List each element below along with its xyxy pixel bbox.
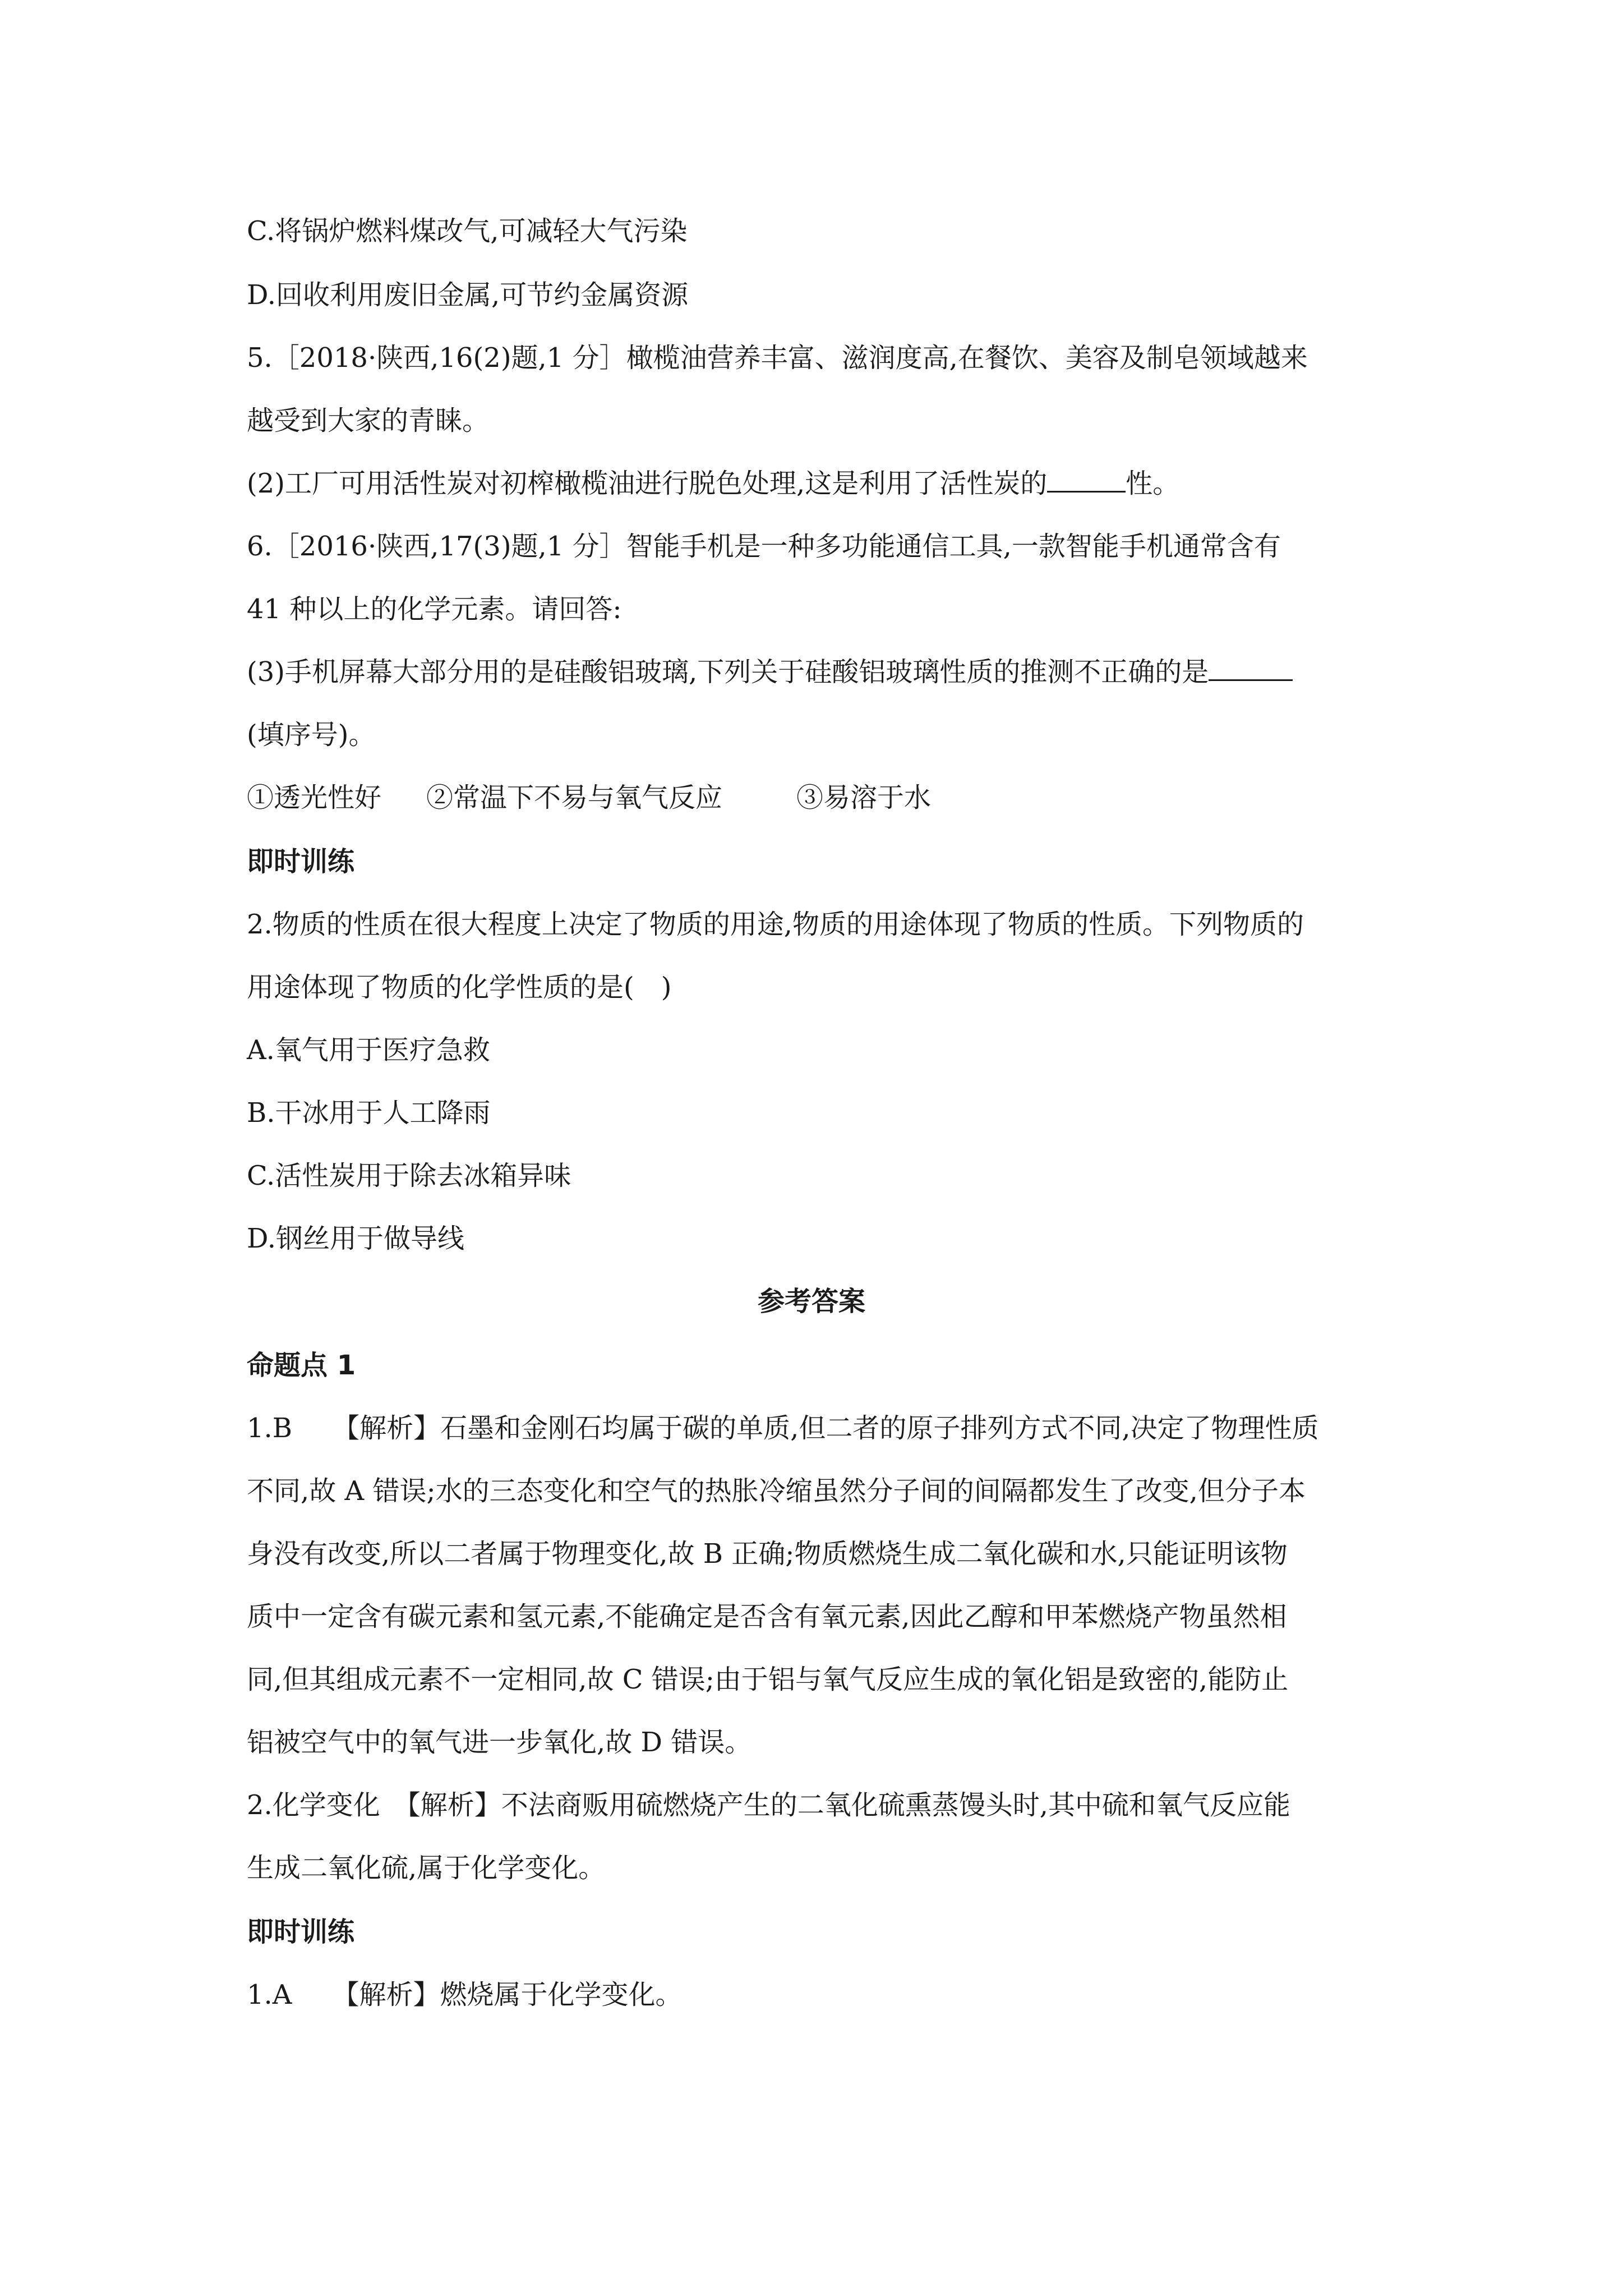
q5-subquestion-text: (2)工厂可用活性炭对初榨橄榄油进行脱色处理,这是利用了活性炭的 bbox=[247, 468, 1048, 499]
answer-blank bbox=[1047, 486, 1126, 493]
p2-stem-line-2: 用途体现了物质的化学性质的是( ) bbox=[247, 972, 672, 1003]
answer-2-line-2: 生成二氧化硫,属于化学变化。 bbox=[247, 1852, 606, 1884]
q6-subquestion-text: (3)手机屏幕大部分用的是硅酸铝玻璃,下列关于硅酸铝玻璃性质的推测不正确的是 bbox=[247, 656, 1209, 688]
answers-title: 参考答案 bbox=[757, 1286, 865, 1317]
answer-1-line-6: 铝被空气中的氧气进一步氧化,故 D 错误。 bbox=[247, 1727, 752, 1758]
q6-option-2: ②常温下不易与氧气反应 bbox=[426, 782, 723, 813]
p2-stem-line-1: 2.物质的性质在很大程度上决定了物质的用途,物质的用途体现了物质的性质。下列物质的 bbox=[247, 909, 1304, 940]
answer-1-line-2: 不同,故 A 错误;水的三态变化和空气的热胀冷缩虽然分子间的间隔都发生了改变,但分子本 bbox=[247, 1475, 1306, 1507]
q4-option-d: D.回收利用废旧金属,可节约金属资源 bbox=[247, 279, 689, 311]
q5-stem-line-2: 越受到大家的青睐。 bbox=[247, 405, 490, 436]
answer-blank bbox=[1209, 675, 1293, 681]
q5-subquestion bbox=[247, 467, 1396, 500]
q5-subquestion-suffix: 性。 bbox=[1126, 468, 1180, 499]
q5-stem-line-1: 5.［2018·陕西,16(2)题,1 分］橄榄油营养丰富、滋润度高,在餐饮、美容及制皂领域越来 bbox=[247, 342, 1308, 374]
q4-option-c: C.将锅炉燃料煤改气,可减轻大气污染 bbox=[247, 215, 688, 247]
answer-1-line-4: 质中一定含有碳元素和氢元素,不能确定是否含有氧元素,因此乙醇和甲苯燃烧产物虽然相 bbox=[247, 1601, 1287, 1632]
answer-1-line-3: 身没有改变,所以二者属于物理变化,故 B 正确;物质燃烧生成二氧化碳和水,只能证明该物 bbox=[247, 1538, 1288, 1570]
p2-option-c: C.活性炭用于除去冰箱异味 bbox=[247, 1160, 571, 1191]
practice-answer-1: 1.A 【解析】燃烧属于化学变化。 bbox=[247, 1979, 683, 2010]
q6-option-1: ①透光性好 bbox=[247, 782, 382, 813]
answer-2-line-1: 2.化学变化 【解析】不法商贩用硫燃烧产生的二氧化硫熏蒸馒头时,其中硫和氧气反应能 bbox=[247, 1789, 1291, 1821]
practice-heading: 即时训练 bbox=[247, 846, 355, 877]
q6-subquestion bbox=[247, 655, 1396, 689]
p2-option-d: D.钢丝用于做导线 bbox=[247, 1223, 465, 1254]
section-heading: 命题点 1 bbox=[247, 1350, 356, 1381]
answer-1-line-5: 同,但其组成元素不一定相同,故 C 错误;由于铝与氧气反应生成的氧化铝是致密的,能防止 bbox=[247, 1664, 1289, 1695]
q6-option-3: ③易溶于水 bbox=[796, 782, 932, 813]
q6-options bbox=[247, 781, 1396, 815]
practice-heading-answers: 即时训练 bbox=[247, 1916, 355, 1948]
q6-subquestion-line-2: (填序号)。 bbox=[247, 719, 376, 751]
q6-stem-line-1: 6.［2016·陕西,17(3)题,1 分］智能手机是一种多功能通信工具,一款智能手机通常含有 bbox=[247, 531, 1281, 562]
p2-option-b: B.干冰用于人工降雨 bbox=[247, 1097, 491, 1129]
answer-1-line-1: 1.B 【解析】石墨和金刚石均属于碳的单质,但二者的原子排列方式不同,决定了物理性质 bbox=[247, 1412, 1319, 1444]
q6-stem-line-2: 41 种以上的化学元素。请回答: bbox=[247, 593, 622, 625]
p2-option-a: A.氧气用于医疗急救 bbox=[247, 1034, 490, 1066]
